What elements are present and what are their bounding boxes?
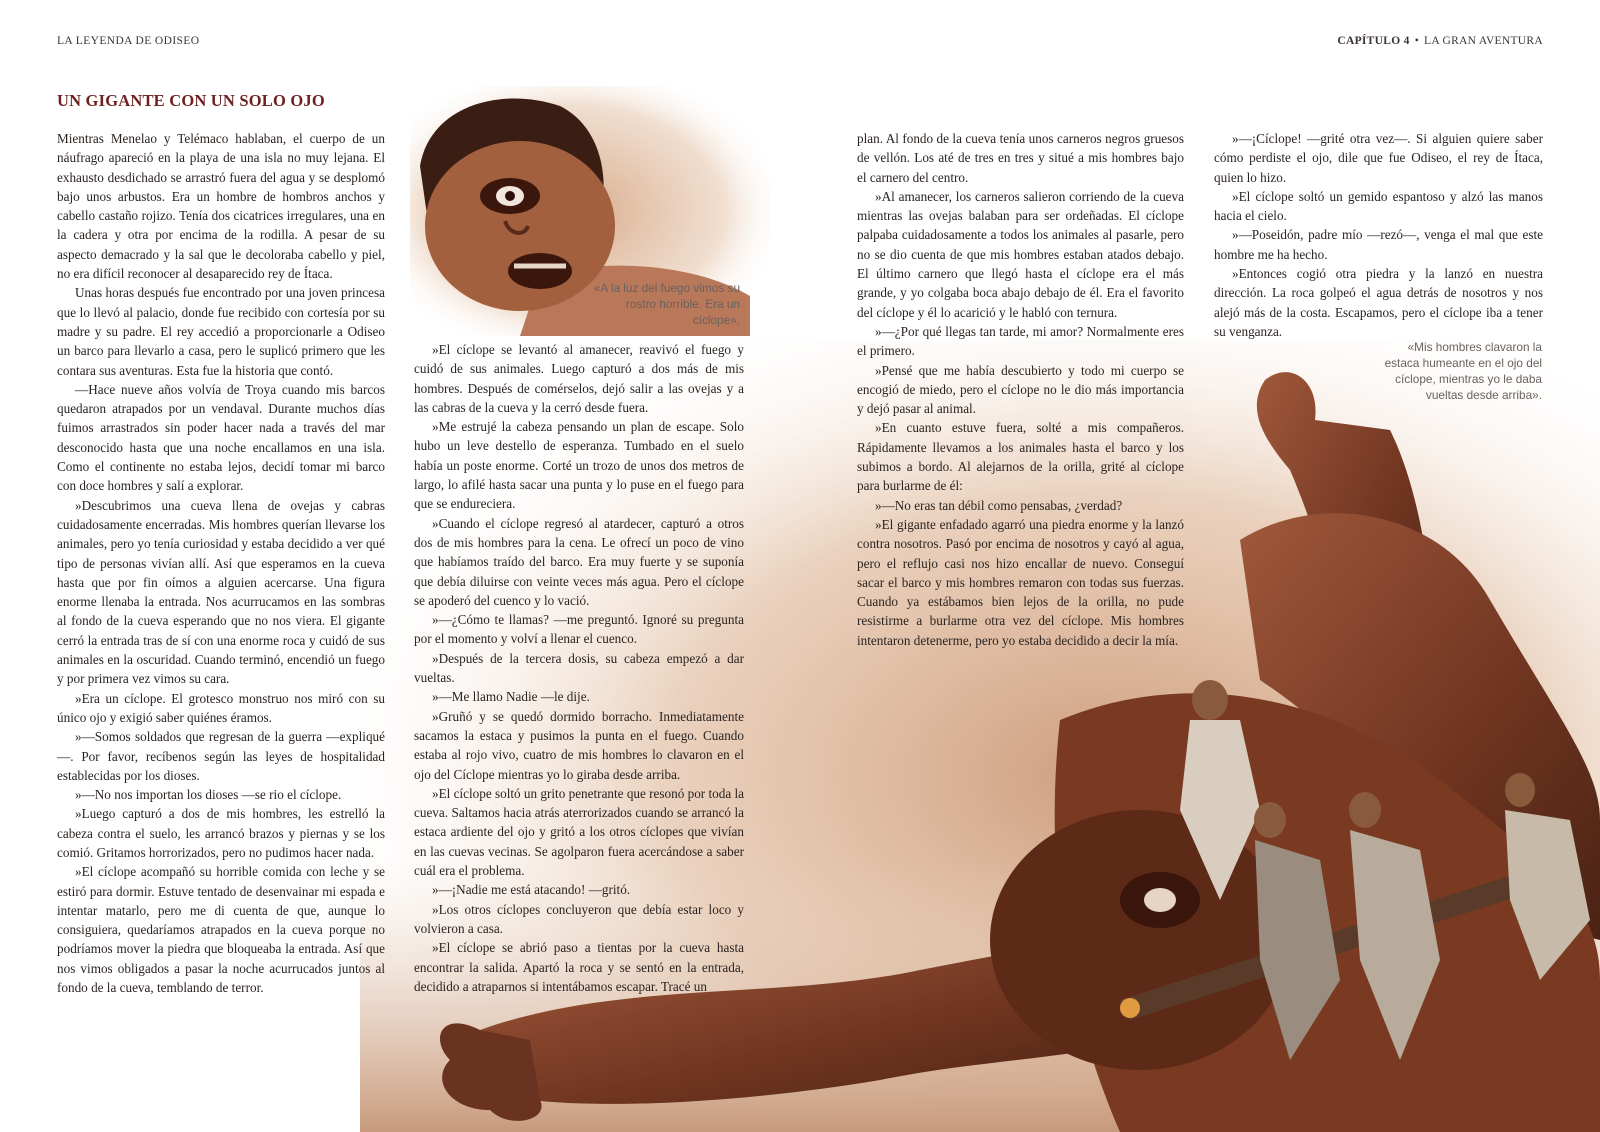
separator-dot: • (1414, 35, 1420, 47)
paragraph: »Entonces cogió otra piedra y la lanzó en nuestra dirección. La roca golpeó el agua detrás de nosotros y nos alejó más de la costa. Escapamos, pero el cíclope iba a tener su venganza. (1214, 266, 1543, 339)
paragraph: »En cuanto estuve fuera, solté a mis compañeros. Rápidamente llevamos a los animales hasta el barco y los subimos a bordo. Al alejarnos de la orilla, grité al cíclope para burlarme de él: (857, 420, 1184, 494)
paragraph: »Descubrimos una cueva llena de ovejas y cabras cuidadosamente encerradas. Mis hombres querían llevarse los animales, pero yo tenía curiosidad y estaba decidido a ver qué tipo de personas vivían allí. Así que esperamos en la cueva hasta que por fin oímos a alguien acercarse. Una figura enorme llenaba la entrada. Nos acurrucamos en las sombras al fondo de la cueva esperando que no nos viera. El gigante cerró la entrada tras de sí con una enorme roca y cuidó de sus animales en la oscuridad. Cuando terminó, encendió un fuego y por primera vez vimos su cara. (57, 497, 385, 687)
paragraph: Mientras Menelao y Telémaco hablaban, el cuerpo de un náufrago apareció en la playa de una isla no muy lejana. El exhausto desdichado se arrastró fuera del agua y se desplomó bajo unos arbustos. Era un hombre de hombros anchos y cabello castaño rojizo. Tenía dos cicatrices irregulares, una en la cadera y otra por encima de la rodilla. A pesar de su aspecto demacrado y la sal que le decoloraba cabello y piel, no era difícil reconocer al desaparecido rey de Ítaca. (57, 131, 385, 282)
running-header-right (1337, 35, 1543, 47)
paragraph: —Hace nueve años volvía de Troya cuando mis barcos quedaron atrapados por un vendaval. Durante muchos días fuimos arrastrados sin poder hacer nada a través del mar desconocido hasta que una noche encallamos en una isla. Como el continente no estaba lejos, decidí tomar mi barco con doce hombres y salí a explorar. (57, 381, 385, 494)
text-column-2 (414, 340, 744, 996)
paragraph: »—Poseidón, padre mío —rezó—, venga el mal que este hombre me ha hecho. (1214, 227, 1543, 262)
paragraph: »Gruñó y se quedó dormido borracho. Inmediatamente sacamos la estaca y pusimos la punta en el fuego. Cuando estaba al rojo vivo, cuatro de mis hombres lo clavaron en el ojo del Cíclope mientras yo lo giraba desde arriba. (414, 708, 744, 782)
paragraph: »—Somos soldados que regresan de la guerra —expliqué—. Por favor, recíbenos según las leyes de hospitalidad establecidas por los dioses. (57, 729, 385, 783)
paragraph: »—¡Cíclope! —grité otra vez—. Si alguien quiere saber cómo perdiste el ojo, dile que fue Odiseo, el rey de Ítaca, quien lo hizo. (1214, 131, 1543, 185)
paragraph: plan. Al fondo de la cueva tenía unos carneros negros gruesos de vellón. Los até de tres en tres y situé a mis hombres bajo el carnero del centro. (857, 131, 1184, 185)
paragraph: »—¡Nadie me está atacando! —gritó. (432, 882, 631, 898)
section-title: UN GIGANTE CON UN SOLO OJO (57, 91, 325, 110)
paragraph: »—¿Cómo te llamas? —me preguntó. Ignoré su pregunta por el momento y volví a llenar el cuenco. (414, 612, 744, 647)
paragraph: »—¿Por qué llegas tan tarde, mi amor? Normalmente eres el primero. (857, 323, 1184, 359)
paragraph: Unas horas después fue encontrado por una joven princesa que lo llevó al palacio, donde fue recibido con cortesía por su madre y su padre. El rey accedió a proporcionarle a Odiseo un barco para llevarlo a casa, pero le suplicó primero que les contara sus aventuras. Esta fue la historia que contó. (57, 285, 385, 378)
paragraph: »Los otros cíclopes concluyeron que debía estar loco y volvieron a casa. (414, 901, 744, 936)
paragraph: »Cuando el cíclope regresó al atardecer, capturó a otros dos de mis hombres para la cena. Le ofrecí un poco de vino que habíamos traído del barco. Era muy fuerte y se suponía que debía diluirse con veinte veces más agua. Pero el cíclope se apoderó del cuenco y lo vació. (414, 515, 744, 608)
chapter-title: LA GRAN AVENTURA (1424, 35, 1543, 47)
paragraph: »El cíclope se levantó al amanecer, reavivó el fuego y cuidó de sus animales. Luego capturó a dos más de mis hombres. Después de comérselos, dejó salir a las ovejas y a las cabras de la cueva y la cerró desde fuera. (414, 342, 744, 415)
paragraph: »Luego capturó a dos de mis hombres, les estrelló la cabeza contra el suelo, les arrancó brazos y piernas y se los comió. Gritamos horrorizados, pero no pudimos hacer nada. (57, 806, 385, 860)
paragraph: »El cíclope soltó un gemido espantoso y alzó las manos hacia el cielo. (1214, 188, 1543, 224)
paragraph: »—Me llamo Nadie —le dije. (432, 689, 590, 705)
text-column-4 (1214, 129, 1543, 341)
paragraph: »El cíclope soltó un grito penetrante que resonó por toda la cueva. Saltamos hacia atrás aterrorizados cuando se arrancó la estaca ardiente del ojo y gritó a los otros cíclopes que vivían en las cuevas vecinas. Se agolparon fuera acercándose a saber cuál era el problema. (414, 785, 745, 879)
paragraph: »El cíclope se abrió paso a tientas por la cueva hasta encontrar la salida. Apartó la roca y se sentó en la entrada, decidido a atraparnos si intentábamos escapar. Tracé un (414, 940, 744, 994)
paragraph: »Al amanecer, los carneros salieron corriendo de la cueva mientras las ovejas balaban para ser ordeñadas. El cíclope palpaba cuidadosamente a todos los animales al pasarle, pero no se dio cuenta de que mis hombres estaban atados debajo. El último carnero que llegó hasta el cíclope era el más grande, y yo colgaba boca abajo debajo de él. Era el favorito del cíclope y él lo acarició y le habló con ternura. (857, 188, 1184, 320)
paragraph: »Era un cíclope. El grotesco monstruo nos miró con su único ojo y exigió saber quiénes éramos. (57, 690, 385, 725)
paragraph: »—No nos importan los dioses —se rio el cíclope. (75, 787, 342, 803)
running-header-left: LA LEYENDA DE ODISEO (57, 35, 200, 47)
paragraph: »Pensé que me había descubierto y todo mi cuerpo se encogió de miedo, pero el cíclope no le dio más importancia y dejó pasar al animal. (857, 362, 1184, 417)
text-column-1 (57, 129, 385, 997)
portrait-caption: «A la luz del fuego vimos su rostro horrible. Era un cíclope». (593, 281, 740, 327)
chapter-number: CAPÍTULO 4 (1337, 35, 1410, 47)
paragraph: »El cíclope acompañó su horrible comida con leche y se estiró para dormir. Estuve tentado de desenvainar mi espada e intentar matarlo, pero me di cuenta de que, aunque lo consiguiera, quedaríamos atrapados en la cueva porque no podríamos mover la piedra que bloqueaba la entrada. Así que nos vimos obligados a pasar la noche acurrucados juntos al fondo de la cueva, temblando de terror. (57, 864, 385, 996)
paragraph: »Me estrujé la cabeza pensando un plan de escape. Solo hubo un leve destello de esperanza. Tumbado en el suelo había un poste enorme. Corté un trozo de unos dos metros de largo, lo afilé hasta sacar una punta y lo puse en el fuego para que se endureciera. (414, 419, 744, 512)
paragraph: »Después de la tercera dosis, su cabeza empezó a dar vueltas. (414, 650, 744, 686)
text-column-3 (857, 129, 1184, 650)
scene-caption: «Mis hombres clavaron la estaca humeante en el ojo del cíclope, mientras yo le daba vueltas desde arriba». (1384, 340, 1542, 402)
paragraph: »—No eras tan débil como pensabas, ¿verdad? (875, 497, 1123, 513)
paragraph: »El gigante enfadado agarró una piedra enorme y la lanzó contra nosotros. Pasó por encima de nosotros y cayó al agua, pero el reflujo casi nos hizo encallar de nuevo. Conseguí sacar el barco y mis hombres remaron con todas sus fuerzas. Cuando ya estábamos bien lejos de la orilla, no pude resistirme a burlarme otra vez del cíclope. Mis hombres intentaron detenerme, pero yo estaba decidido a decir la mía. (857, 516, 1184, 648)
